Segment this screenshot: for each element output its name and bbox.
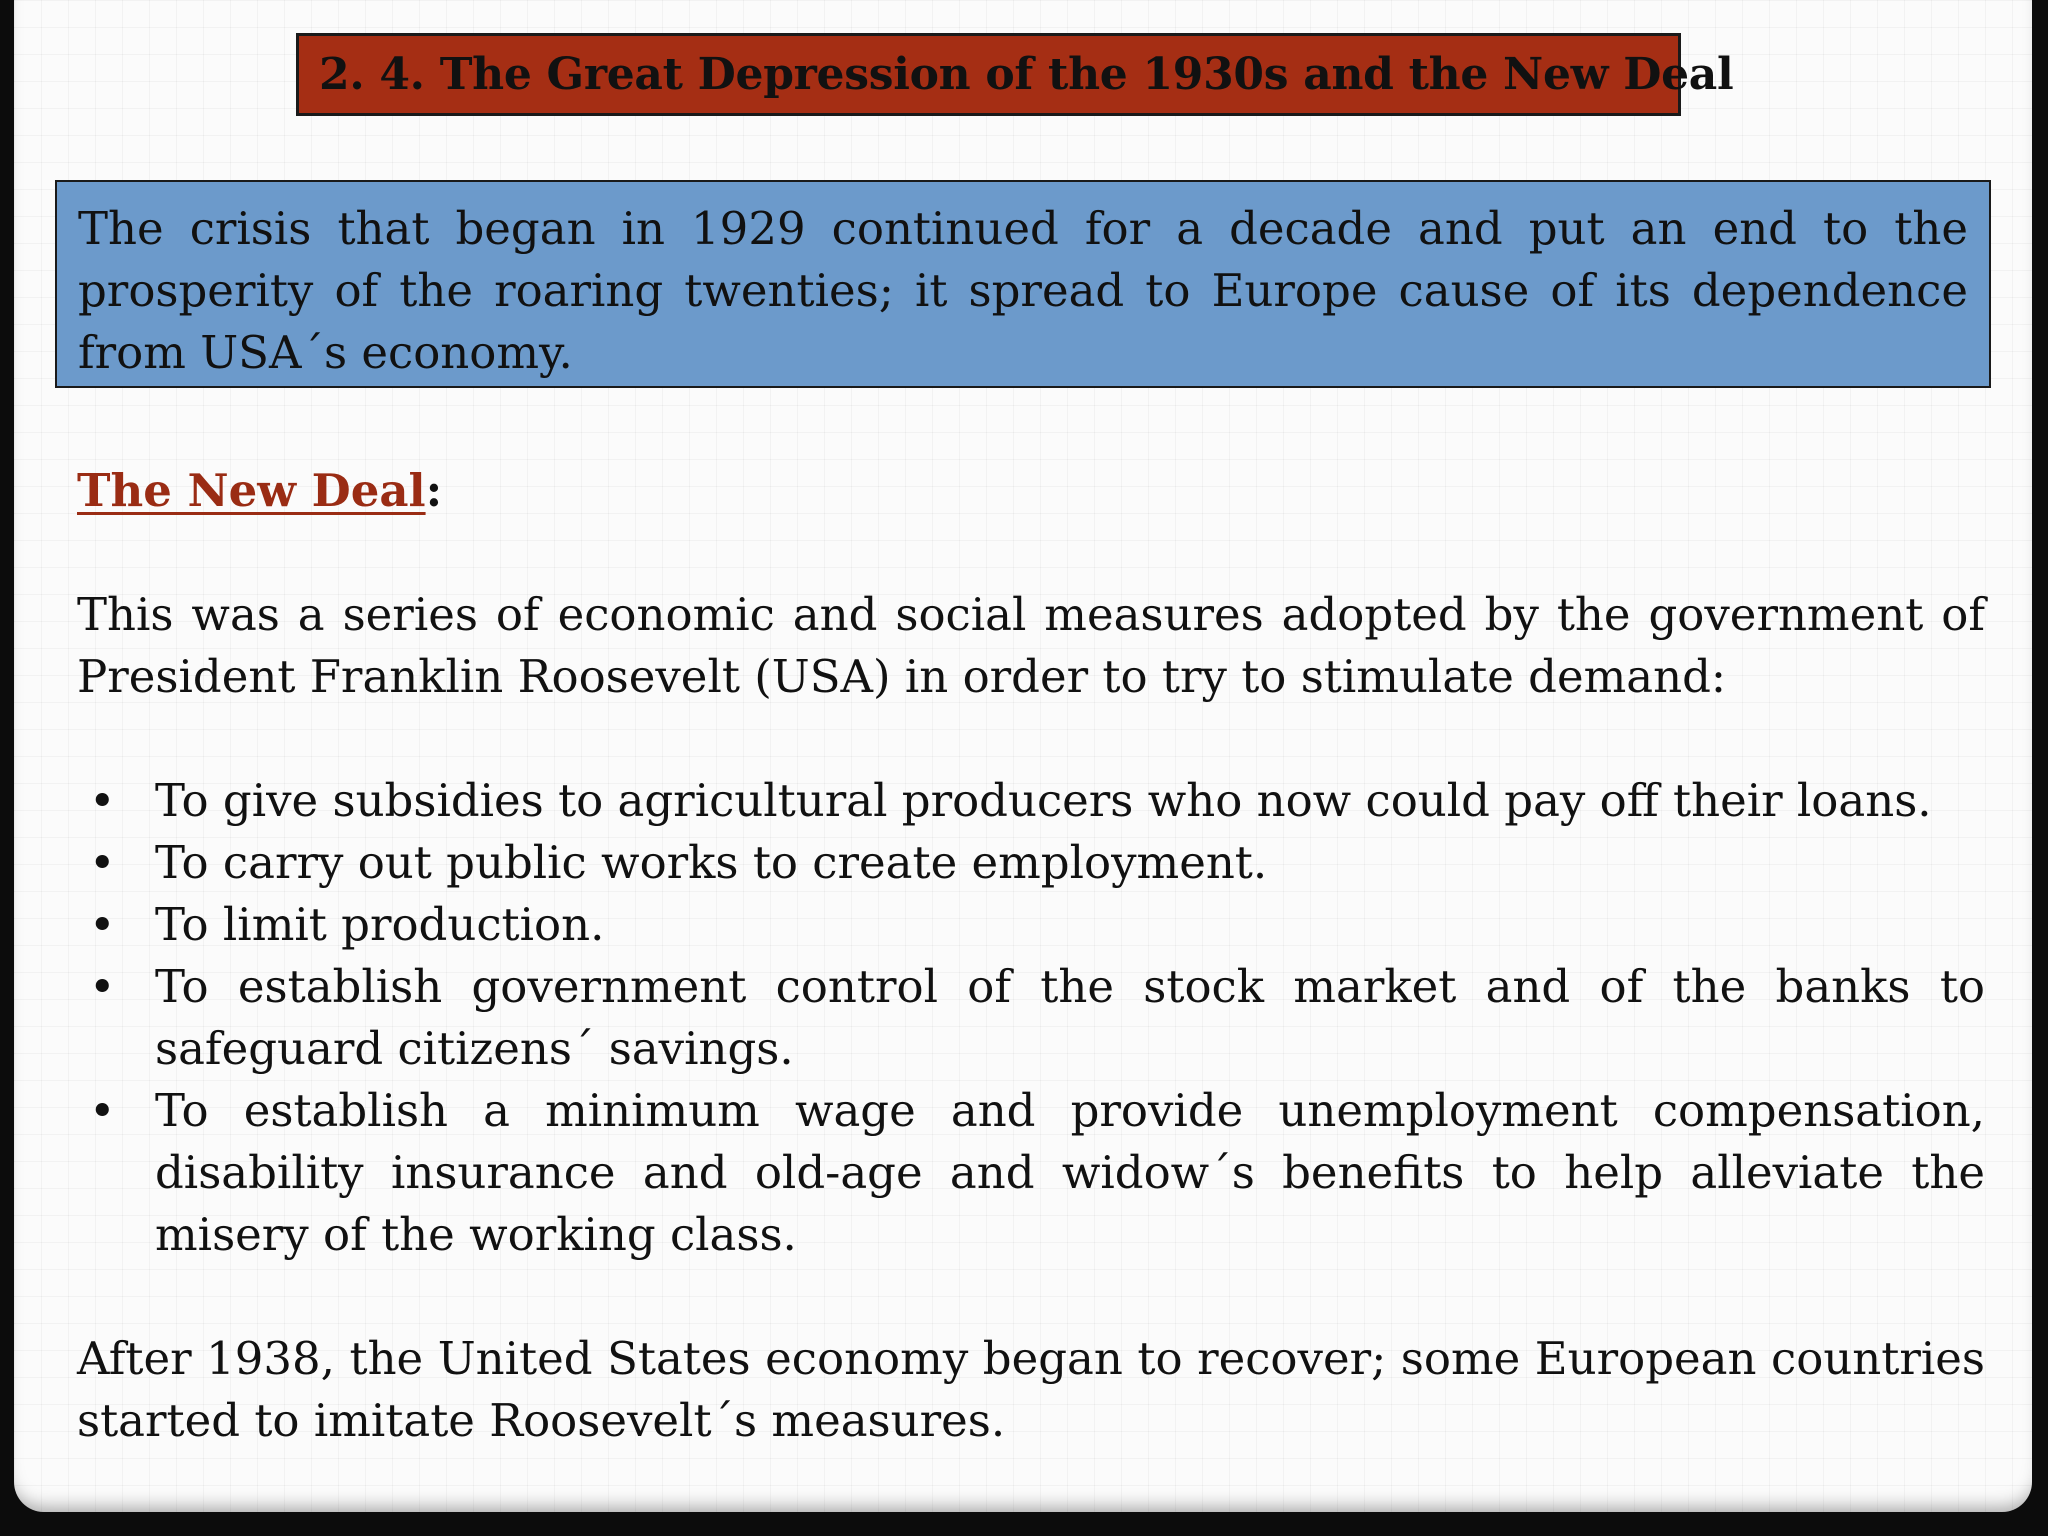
list-item-text: To carry out public works to create employment. <box>155 836 1268 889</box>
list-item-text: To establish a minimum wage and provide unemployment compensation, disability insurance and old-age and widow´s benefits to help alleviate the misery of the working class. <box>155 1084 1985 1261</box>
bullet-icon: • <box>89 774 116 827</box>
intro-box <box>55 180 1991 388</box>
intro-paragraph: This was a series of economic and social measures adopted by the government of President Franklin Roosevelt (USA) in order to try to stimulate demand: <box>77 588 1985 703</box>
list-item <box>77 832 1985 894</box>
list-item <box>77 894 1985 956</box>
bullet-icon: • <box>89 1084 116 1137</box>
list-item <box>77 956 1985 1080</box>
list-item <box>77 770 1985 832</box>
measures-list <box>77 770 1985 1266</box>
bullet-icon: • <box>89 898 116 951</box>
list-item <box>77 1080 1985 1266</box>
slide-title-text: 2. 4. The Great Depression of the 1930s and the New Deal <box>319 49 1734 100</box>
list-item-text: To limit production. <box>155 898 605 951</box>
section-heading-colon: : <box>425 464 443 517</box>
new-deal-link[interactable]: The New Deal <box>77 464 426 517</box>
slide-title <box>296 33 1734 116</box>
slide-content <box>77 460 1985 1452</box>
bullet-icon: • <box>89 960 116 1013</box>
intro-text: The crisis that began in 1929 continued for a decade and put an end to the prosperity of the roaring twenties; it spread to Europe cause of its dependence from USA´s economy. <box>78 202 1968 379</box>
section-heading <box>77 460 1985 522</box>
list-item-text: To establish government control of the stock market and of the banks to safeguard citizens´ savings. <box>155 960 1985 1075</box>
bullet-icon: • <box>89 836 116 889</box>
list-item-text: To give subsidies to agricultural producers who now could pay off their loans. <box>155 774 1932 827</box>
closing-paragraph: After 1938, the United States economy began to recover; some European countries started to imitate Roosevelt´s measures. <box>77 1332 1985 1447</box>
slide <box>14 0 2032 1512</box>
